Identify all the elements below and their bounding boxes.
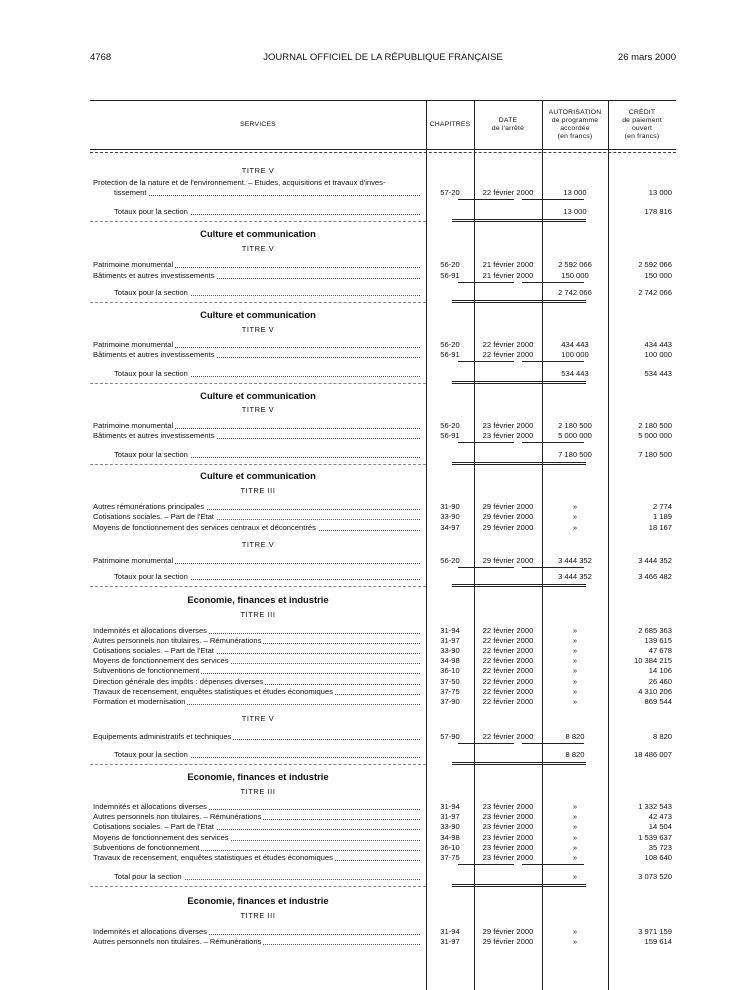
autorisation-cell: » <box>572 646 578 655</box>
section-heading: Culture et communication <box>200 228 316 239</box>
service-label <box>93 687 420 697</box>
table-row <box>90 656 676 666</box>
page-number: 4768 <box>90 52 112 63</box>
date-cell: 23 février 2000 <box>482 853 534 862</box>
credit-cell: 869 544 <box>644 697 672 706</box>
total-row <box>90 369 676 379</box>
autorisation-cell: » <box>572 812 578 821</box>
chapitre-cell: 33-90 <box>440 822 460 831</box>
date-cell: 22 février 2000 <box>482 188 534 197</box>
autorisation-cell: 2 592 066 <box>558 260 592 269</box>
service-label <box>93 636 420 646</box>
credit-cell: 108 640 <box>644 853 672 862</box>
service-label <box>93 697 420 707</box>
total-rule <box>452 462 586 463</box>
date-cell: 22 février 2000 <box>482 350 534 359</box>
autorisation-cell: 3 444 352 <box>558 572 592 581</box>
service-label <box>114 188 420 198</box>
section-separator <box>90 586 426 587</box>
service-text: Totaux pour la section <box>114 572 188 581</box>
service-text: Travaux de recensement, enquêtes statistiques et études économiques <box>93 687 333 696</box>
chapitre-cell: 33-90 <box>440 646 460 655</box>
autorisation-cell: » <box>572 636 578 645</box>
autorisation-cell: » <box>572 523 578 532</box>
service-label <box>93 350 420 360</box>
date-cell: 23 février 2000 <box>482 812 534 821</box>
service-label <box>93 666 420 676</box>
table-row <box>90 421 676 431</box>
amount-underline <box>522 567 584 568</box>
credit-cell: 3 444 352 <box>638 556 672 565</box>
titre-heading: TITRE V <box>241 714 275 723</box>
section-heading: Economie, finances et industrie <box>187 771 329 782</box>
chapitre-cell: 37-90 <box>440 697 460 706</box>
service-text: Travaux de recensement, enquêtes statistiques et études économiques <box>93 853 333 862</box>
date-cell: 23 février 2000 <box>482 843 534 852</box>
service-label <box>93 656 420 666</box>
total-row <box>90 572 676 582</box>
service-text: Indemnités et allocations diverses <box>93 626 207 635</box>
table-row <box>90 822 676 832</box>
service-label <box>93 677 420 687</box>
titre-heading: TITRE V <box>241 540 275 549</box>
amount-underline <box>522 361 584 362</box>
service-label <box>114 369 420 379</box>
table-row <box>90 178 676 188</box>
service-text: Totaux pour la section <box>114 288 188 297</box>
service-label <box>93 812 420 822</box>
total-rule <box>452 221 586 222</box>
chapitre-cell: 56-20 <box>440 556 460 565</box>
credit-cell: 1 332 543 <box>638 802 672 811</box>
credit-cell: 159 614 <box>644 937 672 946</box>
service-label <box>114 288 420 298</box>
table-row <box>90 523 676 533</box>
credit-cell: 2 180 500 <box>638 421 672 430</box>
amount-underline <box>522 282 584 283</box>
service-label <box>93 431 420 441</box>
section-heading: Economie, finances et industrie <box>187 594 329 605</box>
credit-cell: 2 592 066 <box>638 260 672 269</box>
service-label <box>114 572 420 582</box>
credit-cell: 1 189 <box>652 512 672 521</box>
chapitre-cell: 34-97 <box>440 523 460 532</box>
table-row <box>90 512 676 522</box>
service-label <box>93 556 420 566</box>
autorisation-cell: 5 000 000 <box>558 431 592 440</box>
table-row <box>90 677 676 687</box>
amount-underline <box>522 743 584 744</box>
credit-cell: 139 615 <box>644 636 672 645</box>
service-text: Indemnités et allocations diverses <box>93 927 207 936</box>
table-row <box>90 927 676 937</box>
service-text: Cotisations sociales. – Part de l'Etat <box>93 646 214 655</box>
table-row <box>90 843 676 853</box>
autorisation-cell: » <box>572 656 578 665</box>
service-text: Totaux pour la section <box>114 750 188 759</box>
total-rule <box>452 886 586 887</box>
table-row <box>90 502 676 512</box>
credit-cell: 47 678 <box>648 646 672 655</box>
date-cell: 23 février 2000 <box>482 421 534 430</box>
autorisation-cell: » <box>572 626 578 635</box>
date-cell: 23 février 2000 <box>482 822 534 831</box>
chapitre-cell: 37-75 <box>440 687 460 696</box>
total-row <box>90 450 676 460</box>
date-cell: 22 février 2000 <box>482 340 534 349</box>
autorisation-cell: 150 000 <box>561 271 589 280</box>
service-text: Autres personnels non titulaires. – Rémunérations <box>93 937 262 946</box>
table-row <box>90 350 676 360</box>
credit-cell: 4 310 206 <box>638 687 672 696</box>
amount-underline <box>458 361 514 362</box>
service-label <box>114 207 420 217</box>
total-rule <box>452 300 586 301</box>
autorisation-cell: 7 180 500 <box>558 450 592 459</box>
leader-dots <box>114 195 420 196</box>
date-cell: 23 février 2000 <box>482 802 534 811</box>
service-text: Bâtiments et autres investissements <box>93 350 215 359</box>
table-row <box>90 853 676 863</box>
service-text: Subventions de fonctionnement <box>93 843 200 852</box>
table-row <box>90 697 676 707</box>
table-row <box>90 271 676 281</box>
section-separator <box>90 302 426 303</box>
credit-cell: 1 539 637 <box>638 833 672 842</box>
service-text: Autres personnels non titulaires. – Rémunérations <box>93 812 262 821</box>
service-text: Totaux pour la section <box>114 369 188 378</box>
autorisation-cell: 3 444 352 <box>558 556 592 565</box>
credit-cell: 434 443 <box>644 340 672 349</box>
col-header-date: DATE de l'arrêté <box>491 117 525 132</box>
credit-cell: 14 504 <box>648 822 672 831</box>
date-cell: 21 février 2000 <box>482 271 534 280</box>
amount-underline <box>458 864 514 865</box>
service-text: tissement <box>114 188 147 197</box>
section-heading: Culture et communication <box>200 470 316 481</box>
section-heading: Culture et communication <box>200 390 316 401</box>
service-text: Moyens de fonctionnement des services <box>93 656 229 665</box>
credit-cell: 18 167 <box>648 523 672 532</box>
total-row <box>90 872 676 882</box>
date-cell: 22 février 2000 <box>482 677 534 686</box>
date-cell: 22 février 2000 <box>482 697 534 706</box>
service-label <box>114 750 420 760</box>
credit-cell: 2 685 363 <box>638 626 672 635</box>
autorisation-cell: » <box>572 697 578 706</box>
titre-heading: TITRE V <box>241 325 275 334</box>
service-label <box>93 178 420 188</box>
service-text: Subventions de fonctionnement <box>93 666 200 675</box>
table-row <box>90 646 676 656</box>
service-text: Total pour la section <box>114 872 182 881</box>
service-label <box>93 937 420 947</box>
service-text: Moyens de fonctionnement des services <box>93 833 229 842</box>
table-row <box>90 188 676 198</box>
table-row <box>90 802 676 812</box>
section-heading: Economie, finances et industrie <box>187 895 329 906</box>
credit-cell: 14 106 <box>648 666 672 675</box>
service-text: Patrimoine monumental <box>93 340 174 349</box>
credit-cell: 3 971 159 <box>638 927 672 936</box>
titre-heading: TITRE III <box>240 610 276 619</box>
table-row <box>90 626 676 636</box>
credit-cell: 2 774 <box>652 502 672 511</box>
date-cell: 22 février 2000 <box>482 646 534 655</box>
table-row <box>90 340 676 350</box>
service-text: Moyens de fonctionnement des services centraux et déconcentrés <box>93 523 316 532</box>
table-row <box>90 732 676 742</box>
date-cell: 23 février 2000 <box>482 431 534 440</box>
date-cell: 21 février 2000 <box>482 260 534 269</box>
service-label <box>93 502 420 512</box>
date-cell: 29 février 2000 <box>482 502 534 511</box>
section-separator <box>90 464 426 465</box>
table-row <box>90 431 676 441</box>
chapitre-cell: 37-50 <box>440 677 460 686</box>
service-text: Totaux pour la section <box>114 207 188 216</box>
total-row <box>90 750 676 760</box>
chapitre-cell: 56-91 <box>440 271 460 280</box>
autorisation-cell: » <box>572 822 578 831</box>
service-label <box>93 626 420 636</box>
col-header-credit: CRÉDIT de paiement ouvert (en francs) <box>622 109 662 140</box>
chapitre-cell: 31-94 <box>440 802 460 811</box>
chapitre-cell: 56-91 <box>440 350 460 359</box>
credit-cell: 534 443 <box>644 369 672 378</box>
credit-cell: 3 073 520 <box>638 872 672 881</box>
amount-underline <box>458 743 514 744</box>
service-text: Protection de la nature et de l'environnement. – Etudes, acquisitions et travaux d'inves- <box>93 178 386 187</box>
titre-heading: TITRE III <box>240 486 276 495</box>
autorisation-cell: » <box>572 512 578 521</box>
service-label <box>93 853 420 863</box>
service-text: Totaux pour la section <box>114 450 188 459</box>
total-rule <box>452 584 586 585</box>
credit-cell: 42 473 <box>648 812 672 821</box>
amount-underline <box>458 442 514 443</box>
section-separator <box>90 221 426 222</box>
autorisation-cell: 13 000 <box>563 188 587 197</box>
service-label <box>93 260 420 270</box>
col-header-chapitres: CHAPITRES <box>429 121 471 128</box>
table-row <box>90 812 676 822</box>
total-rule <box>452 383 586 384</box>
service-text: Indemnités et allocations diverses <box>93 802 207 811</box>
service-label <box>93 523 420 533</box>
chapitre-cell: 31-90 <box>440 502 460 511</box>
credit-cell: 13 000 <box>648 188 672 197</box>
page-header <box>90 52 676 66</box>
chapitre-cell: 31-94 <box>440 927 460 936</box>
date-cell: 22 février 2000 <box>482 687 534 696</box>
chapitre-cell: 31-97 <box>440 812 460 821</box>
col-header-autorisation: AUTORISATION de programme accordée (en francs) <box>548 109 602 140</box>
total-rule <box>452 302 586 303</box>
chapitre-cell: 36-10 <box>440 666 460 675</box>
journal-title: JOURNAL OFFICIEL DE LA RÉPUBLIQUE FRANÇAISE <box>263 52 503 63</box>
section-separator <box>90 886 426 887</box>
autorisation-cell: » <box>572 937 578 946</box>
date-cell: 29 février 2000 <box>482 556 534 565</box>
table-row <box>90 666 676 676</box>
service-label <box>93 512 420 522</box>
service-text: Bâtiments et autres investissements <box>93 431 215 440</box>
autorisation-cell: » <box>572 666 578 675</box>
date-cell: 29 février 2000 <box>482 927 534 936</box>
autorisation-cell: » <box>572 872 578 881</box>
total-rule <box>452 381 586 382</box>
service-label <box>93 822 420 832</box>
total-rule <box>452 764 586 765</box>
issue-date: 26 mars 2000 <box>617 52 676 63</box>
table-row <box>90 556 676 566</box>
date-cell: 22 février 2000 <box>482 666 534 675</box>
service-text: Patrimoine monumental <box>93 260 174 269</box>
table-row <box>90 636 676 646</box>
credit-cell: 7 180 500 <box>638 450 672 459</box>
service-label <box>114 872 420 882</box>
chapitre-cell: 36-10 <box>440 843 460 852</box>
service-label <box>93 843 420 853</box>
chapitre-cell: 33-90 <box>440 512 460 521</box>
service-label <box>114 450 420 460</box>
chapitre-cell: 56-20 <box>440 260 460 269</box>
service-text: Equipements administratifs et techniques <box>93 732 232 741</box>
service-label <box>93 802 420 812</box>
chapitre-cell: 34-98 <box>440 656 460 665</box>
date-cell: 22 février 2000 <box>482 656 534 665</box>
amount-underline <box>522 442 584 443</box>
chapitre-cell: 56-91 <box>440 431 460 440</box>
service-text: Direction générale des impôts : dépenses diverses <box>93 677 264 686</box>
credit-cell: 26 460 <box>648 677 672 686</box>
date-cell: 23 février 2000 <box>482 833 534 842</box>
amount-underline <box>522 864 584 865</box>
service-text: Autres rémunérations principales <box>93 502 205 511</box>
autorisation-cell: 100 000 <box>561 350 589 359</box>
autorisation-cell: » <box>572 833 578 842</box>
credit-cell: 18 486 007 <box>633 750 672 759</box>
service-label <box>93 833 420 843</box>
table-row <box>90 687 676 697</box>
chapitre-cell: 37-75 <box>440 853 460 862</box>
total-rule <box>452 762 586 763</box>
autorisation-cell: » <box>572 802 578 811</box>
credit-cell: 10 384 215 <box>633 656 672 665</box>
chapitre-cell: 34-98 <box>440 833 460 842</box>
autorisation-cell: 2 180 500 <box>558 421 592 430</box>
chapitre-cell: 31-97 <box>440 937 460 946</box>
date-cell: 22 février 2000 <box>482 732 534 741</box>
credit-cell: 35 723 <box>648 843 672 852</box>
service-label <box>93 646 420 656</box>
autorisation-cell: 8 820 <box>565 732 585 741</box>
service-text: Autres personnels non titulaires. – Rémunérations <box>93 636 262 645</box>
service-text: Cotisations sociales. – Part de l'Etat <box>93 822 214 831</box>
section-separator <box>90 383 426 384</box>
service-text: Bâtiments et autres investissements <box>93 271 215 280</box>
autorisation-cell: 2 742 066 <box>558 288 592 297</box>
total-rule <box>452 464 586 465</box>
service-label <box>93 271 420 281</box>
amount-underline <box>522 199 584 200</box>
chapitre-cell: 57-90 <box>440 732 460 741</box>
total-rule <box>452 884 586 885</box>
service-label <box>93 421 420 431</box>
chapitre-cell: 57-20 <box>440 188 460 197</box>
autorisation-cell: » <box>572 502 578 511</box>
table-row <box>90 937 676 947</box>
chapitre-cell: 31-94 <box>440 626 460 635</box>
total-rule <box>452 586 586 587</box>
autorisation-cell: » <box>572 853 578 862</box>
date-cell: 29 février 2000 <box>482 512 534 521</box>
autorisation-cell: » <box>572 843 578 852</box>
titre-heading: TITRE V <box>241 166 275 175</box>
date-cell: 22 février 2000 <box>482 626 534 635</box>
credit-cell: 3 466 482 <box>638 572 672 581</box>
col-header-services: SERVICES <box>240 121 276 128</box>
credit-cell: 5 000 000 <box>638 431 672 440</box>
credit-cell: 100 000 <box>644 350 672 359</box>
service-text: Patrimoine monumental <box>93 556 174 565</box>
credit-cell: 8 820 <box>652 732 672 741</box>
chapitre-cell: 31-97 <box>440 636 460 645</box>
amount-underline <box>458 199 514 200</box>
credit-cell: 150 000 <box>644 271 672 280</box>
titre-heading: TITRE V <box>241 244 275 253</box>
total-row <box>90 288 676 298</box>
chapitre-cell: 56-20 <box>440 421 460 430</box>
autorisation-cell: 8 820 <box>565 750 585 759</box>
credit-cell: 2 742 066 <box>638 288 672 297</box>
date-cell: 29 février 2000 <box>482 523 534 532</box>
table-row <box>90 260 676 270</box>
service-text: Cotisations sociales. – Part de l'Etat <box>93 512 214 521</box>
autorisation-cell: 534 443 <box>561 369 589 378</box>
table-row <box>90 833 676 843</box>
autorisation-cell: 434 443 <box>561 340 589 349</box>
section-heading: Culture et communication <box>200 309 316 320</box>
titre-heading: TITRE V <box>241 405 275 414</box>
date-cell: 22 février 2000 <box>482 636 534 645</box>
total-row <box>90 207 676 217</box>
total-rule <box>452 219 586 220</box>
titre-heading: TITRE III <box>240 787 276 796</box>
date-cell: 29 février 2000 <box>482 937 534 946</box>
service-label <box>93 732 420 742</box>
service-text: Formation et modernisation <box>93 697 186 706</box>
autorisation-cell: » <box>572 927 578 936</box>
autorisation-cell: » <box>572 677 578 686</box>
service-label <box>93 927 420 937</box>
service-text: Patrimoine monumental <box>93 421 174 430</box>
credit-cell: 178 816 <box>644 207 672 216</box>
titre-heading: TITRE III <box>240 911 276 920</box>
section-separator <box>90 764 426 765</box>
autorisation-cell: 13 000 <box>563 207 587 216</box>
service-label <box>93 340 420 350</box>
amount-underline <box>458 282 514 283</box>
chapitre-cell: 56-20 <box>440 340 460 349</box>
amount-underline <box>458 567 514 568</box>
autorisation-cell: » <box>572 687 578 696</box>
